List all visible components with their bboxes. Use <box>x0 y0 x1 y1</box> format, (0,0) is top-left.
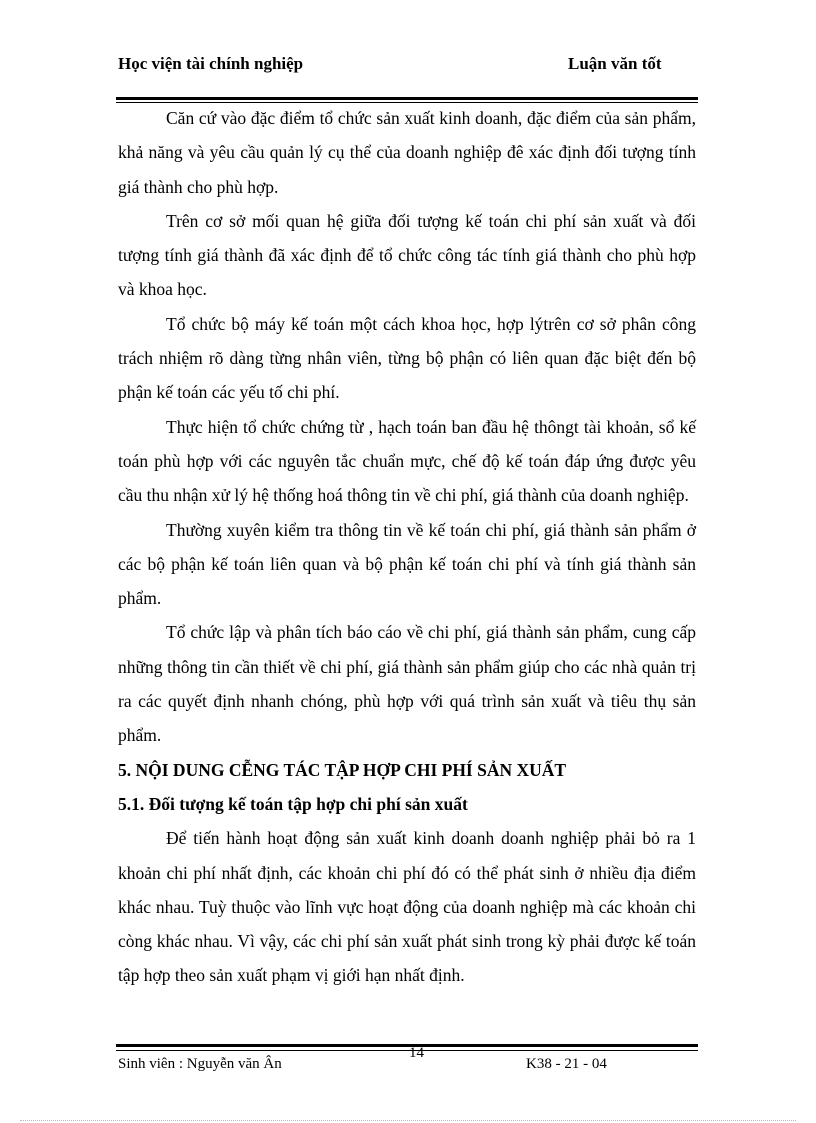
footer-student-name: Sinh viên : Nguyễn văn Ân <box>118 1056 282 1072</box>
paragraph: Tổ chức bộ máy kế toán một cách khoa học, hợp lýtrên cơ sở phân công trách nhiệm rõ dàng từng nhân viên, từng bộ phận có liên quan đặc biệt đến bộ phận kế toán các yếu tố chi phí. <box>118 313 696 403</box>
paragraph: Thực hiện tổ chức chứng từ , hạch toán ban đầu hệ thôngt tài khoản, sổ kế toán phù hợp với các nguyên tắc chuẩn mực, chế độ kế toán đáp ứng được yêu cầu thu nhận xử lý hệ thống hoá thông tin về chi phí, giá thành của doanh nghiệp. <box>118 416 696 506</box>
header-divider-thick <box>116 97 698 100</box>
footer-class-code: K38 - 21 - 04 <box>526 1056 607 1072</box>
paragraph: Tổ chức lập và phân tích báo cáo về chi phí, giá thành sản phẩm, cung cấp những thông tin cần thiết về chi phí, giá thành sản phẩm giúp cho các nhà quản trị ra các quyết định nhanh chóng, phù hợp với quá trình sản xuất và tiêu thụ sản phẩm. <box>118 622 696 746</box>
paragraph: Căn cứ vào đặc điểm tổ chức sản xuất kinh doanh, đặc điểm của sản phẩm, khả năng và yêu cầu quản lý cụ thể của doanh nghiệp đê xác định đối tượng tính giá thành cho phù hợp. <box>118 108 696 197</box>
paragraph: Để tiến hành hoạt động sản xuất kinh doanh doanh nghiệp phải bỏ ra 1 khoản chi phí nhất định, các khoản chi phí đó có thể phát sinh ở nhiều địa điểm khác nhau. Tuỳ thuộc vào lĩnh vực hoạt động của doanh nghiệp mà các khoản chi còng khác nhau. Vì vậy, các chi phí sản xuất phát sinh trong kỳ phải được kế toán tập hợp theo sản xuất phạm vị giới hạn nhất định. <box>118 828 696 986</box>
body-text <box>118 101 696 993</box>
paragraph: Thường xuyên kiểm tra thông tin về kế toán chi phí, giá thành sản phẩm ở các bộ phận kế toán liên quan và bộ phận kế toán chi phí và tính giá thành sản phẩm. <box>118 519 696 609</box>
page-bottom-border <box>20 1120 796 1121</box>
footer-divider-thin <box>116 1050 698 1051</box>
subsection-heading: 5.1. Đối tượng kế toán tập hợp chi phí sản xuất <box>118 793 468 814</box>
section-heading: 5. NỘI DUNG CỄNG TÁC TẬP HỢP CHI PHÍ SẢN XUẤT <box>118 759 567 780</box>
page-number: 14 <box>409 1045 424 1061</box>
header-institution: Học viện tài chính nghiệp <box>118 54 304 73</box>
header-document-type: Luận văn tốt <box>568 54 662 73</box>
footer-divider-thick <box>116 1044 698 1047</box>
paragraph: Trên cơ sở mối quan hệ giữa đối tượng kế toán chi phí sản xuất và đối tượng tính giá thành đã xác định để tổ chức công tác tính giá thành cho phù hợp và khoa học. <box>118 210 696 300</box>
